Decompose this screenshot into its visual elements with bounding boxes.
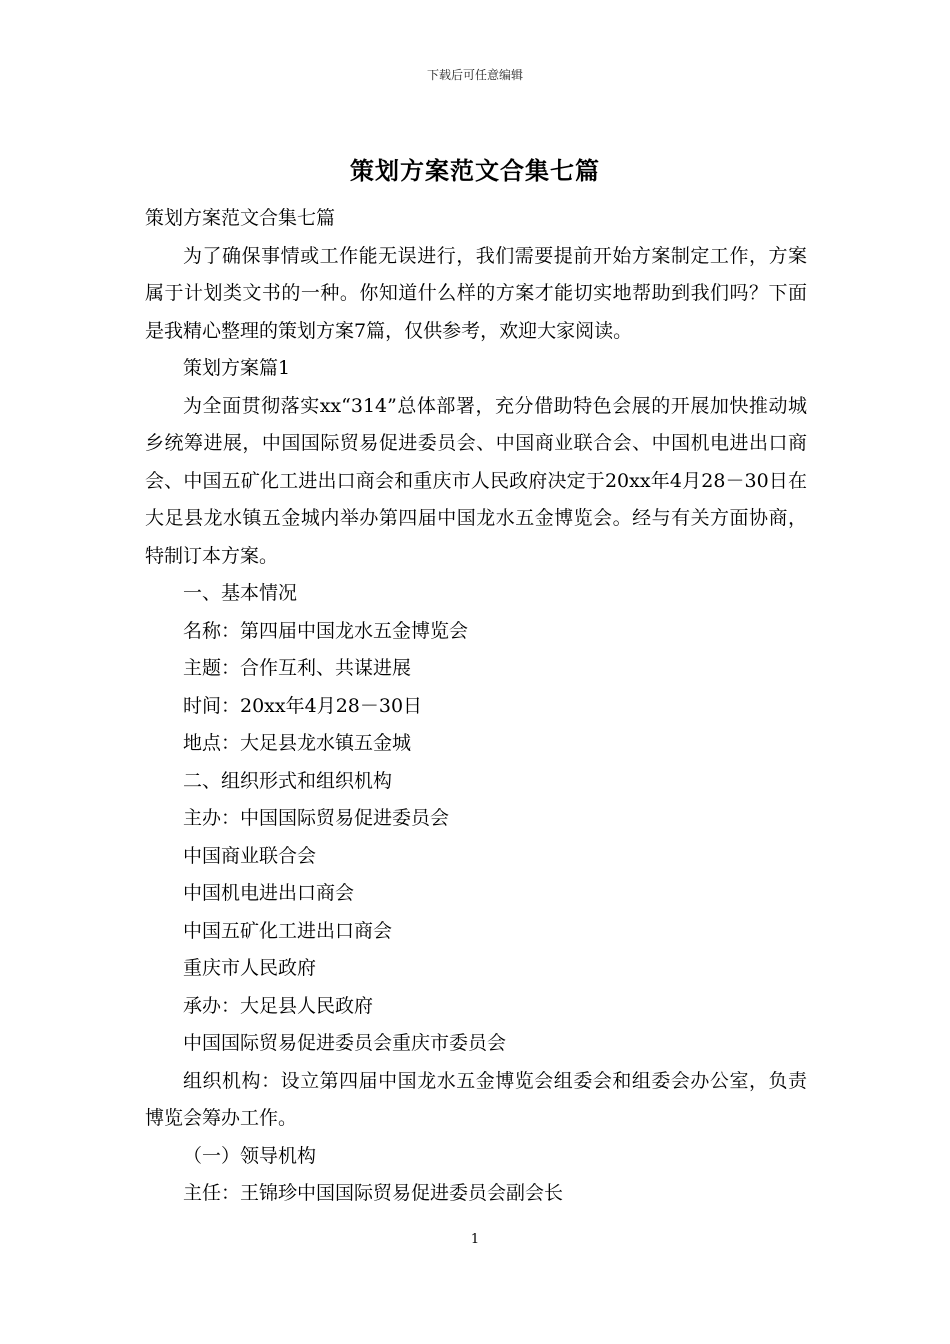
host-item: 中国五矿化工进出口商会: [183, 919, 393, 942]
theme-line: 主题：合作互利、共谋进展: [183, 657, 412, 679]
host-item: 重庆市人民政府: [183, 957, 317, 979]
director-line: 主任：王锦珍中国国际贸易促进委员会副会长: [183, 1182, 564, 1204]
organizer-line: 承办：大足县人民政府: [183, 994, 374, 1017]
org-structure-paragraph: 组织机构：设立第四届中国龙水五金博览会组委会和组委会办公室，负责博览会筹办工作。: [145, 1069, 807, 1129]
organizer-item: 中国国际贸易促进委员会重庆市委员会: [183, 1032, 507, 1054]
time-line: 时间：20xx年4月28－30日: [183, 694, 423, 717]
basic-info-heading: 一、基本情况: [183, 582, 298, 604]
section-paragraph: 为全面贯彻落实xx“314”总体部署，充分借助特色会展的开展加快推动城乡统筹进展，中国国际贸易促进委员会、中国商业联合会、中国机电进出口商会、中国五矿化工进出口商会和重庆市人民政府决定于20xx年4月28－30日在大足县龙水镇五金城内举办第四届中国龙水五金博览会。经与有关方面协商，特制订本方案。: [145, 394, 807, 567]
place-line: 地点：大足县龙水镇五金城: [183, 732, 412, 754]
leadership-heading: （一）领导机构: [183, 1144, 317, 1167]
document-title: 策划方案范文合集七篇: [350, 156, 600, 185]
host-line: 主办：中国国际贸易促进委员会: [183, 807, 450, 829]
intro-paragraph: 为了确保事情或工作能无误进行，我们需要提前开始方案制定工作，方案属于计划类文书的一种。你知道什么样的方案才能切实地帮助到我们吗？下面是我精心整理的策划方案7篇，仅供参考，欢迎大家阅读。: [145, 244, 807, 342]
section-heading: 策划方案篇1: [183, 357, 291, 379]
header-note: 下载后可任意编辑: [426, 68, 523, 82]
host-item: 中国机电进出口商会: [183, 882, 355, 904]
organization-heading: 二、组织形式和组织机构: [183, 769, 393, 792]
page-number: 1: [470, 1232, 480, 1247]
document-body: [145, 200, 807, 1213]
subtitle: 策划方案范文合集七篇: [145, 207, 336, 229]
host-item: 中国商业联合会: [183, 844, 317, 867]
name-line: 名称：第四届中国龙水五金博览会: [183, 619, 469, 642]
